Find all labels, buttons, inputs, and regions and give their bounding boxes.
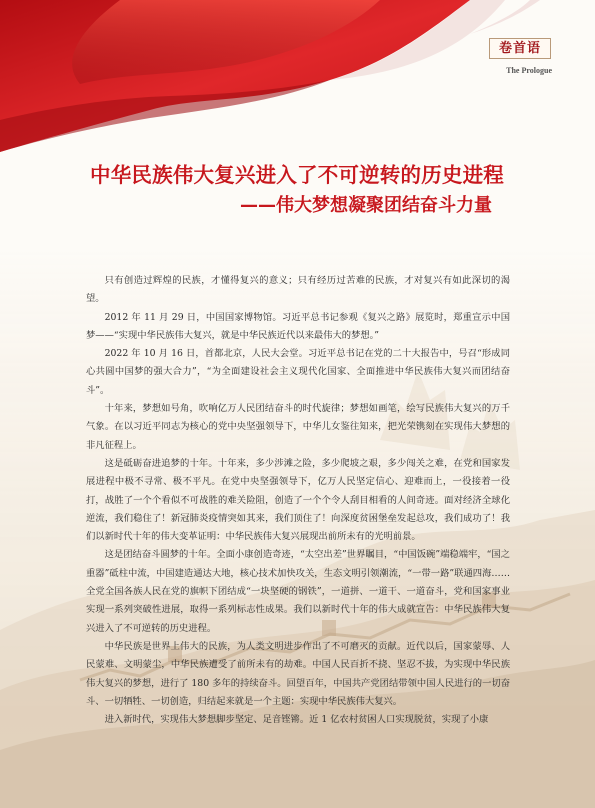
paragraph: 2022 年 10 月 16 日，首都北京，人民大会堂。习近平总书记在党的二十大报告中，号召“形成同心共圆中国梦的强大合力”，“为全面建设社会主义现代化国家、全面推进中华民族伟大复兴而团结奋斗”。 [86,348,510,396]
article-subtitle: ——伟大梦想凝聚团结奋斗力量 [240,195,492,216]
paragraph: 只有创造过辉煌的民族，才懂得复兴的意义；只有经历过苦难的民族，才对复兴有如此深切的渴望。 [86,275,510,305]
column-label: 卷首语 [489,38,551,59]
paragraph: 这是团结奋斗圆梦的十年。全面小康创造奇迹，“太空出差”世界瞩目，“中国饭碗”端稳端牢，“国之重器”砥柱中流，中国建造通达大地，核心技术加快攻关，生态文明引领潮流，“一带一路”联通四海……全党全国各族人民在党的旗帜下团结成“一块坚硬的钢铁”，一道拼、一道干、一道奋斗，党和国家事业实现一系列突破性进展，取得一系列标志性成果。我们以新时代十年的伟大成就宣告：中华民族伟大复兴进入了不可逆转的历史进程。 [86,549,510,634]
column-label-english: The Prologue [506,66,552,75]
paragraph: 这是砥砺奋进追梦的十年。十年来，多少涉滩之险，多少爬坡之艰，多少闯关之难，在党和国家发展进程中极不寻常、极不平凡。在党中央坚强领导下，亿万人民坚定信心、迎难而上，一役接着一役打，战胜了一个个看似不可战胜的难关险阻，创造了一个个令人刮目相看的人间奇迹。面对经济全球化逆流，我们稳住了！新冠肺炎疫情突如其来，我们顶住了！向深度贫困堡垒发起总攻，我们成功了！我们以新时代十年的伟大变革证明：中华民族伟大复兴展现出前所未有的光明前景。 [86,457,510,543]
paragraph: 进入新时代，实现伟大梦想脚步坚定、足音铿锵。近 1 亿农村贫困人口实现脱贫，实现了小康 [104,714,489,726]
paragraph: 十年来，梦想如号角，吹响亿万人民团结奋斗的时代旋律；梦想如画笔，绘写民族伟大复兴的万千气象。在以习近平同志为核心的党中央坚强领导下，中华儿女鉴往知来，把光荣镌刻在实现伟大梦想的非凡征程上。 [86,403,510,451]
article-title: 中华民族伟大复兴进入了不可逆转的历史进程 [90,163,504,187]
paragraph: 中华民族是世界上伟大的民族，为人类文明进步作出了不可磨灭的贡献。近代以后，国家蒙辱、人民蒙难、文明蒙尘，中华民族遭受了前所未有的劫难。中国人民百折不挠、坚忍不拔，为实现中华民族伟大复兴的梦想，进行了 180 多年的持续奋斗。回望百年，中国共产党团结带领中国人民进行的一切奋斗、一切牺牲、一切创造，归结起来就是一个主题：实现中华民族伟大复兴。 [86,640,510,707]
article-body [86,272,510,729]
paragraph: 2012 年 11 月 29 日，中国国家博物馆。习近平总书记参观《复兴之路》展览时，郑重宣示中国梦——“实现中华民族伟大复兴，就是中华民族近代以来最伟大的梦想。” [86,311,510,341]
red-flag-banner [0,0,595,160]
